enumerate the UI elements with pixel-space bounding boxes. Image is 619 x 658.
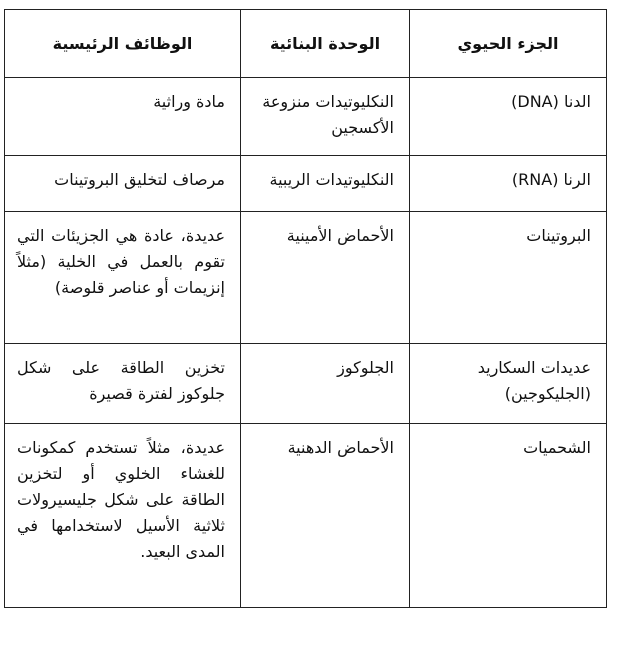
cell-unit: النكليوتيدات منزوعة الأكسجين (241, 78, 410, 156)
table-row (5, 78, 607, 156)
table-row (5, 156, 607, 212)
table-row (5, 344, 607, 424)
cell-unit: الأحماض الدهنية (241, 424, 410, 608)
cell-functions: تخزين الطاقة على شكل جلوكوز لفترة قصيرة (5, 344, 241, 424)
cell-functions: مرصاف لتخليق البروتينات (5, 156, 241, 212)
cell-unit: الجلوكوز (241, 344, 410, 424)
table-header-row (5, 10, 607, 78)
biomolecules-table (4, 9, 607, 608)
cell-part: عديدات السكاريد (الجليكوجين) (410, 344, 607, 424)
header-functions: الوظائف الرئيسية (5, 10, 241, 78)
table-row (5, 212, 607, 344)
cell-functions: عديدة، مثلاً تستخدم كمكونات للغشاء الخلوي أو لتخزين الطاقة على شكل جليسيرولات ثلاثية الأسيل لاستخدامها في المدى البعيد. (5, 424, 241, 608)
cell-functions: عديدة، عادة هي الجزيئات التي تقوم بالعمل في الخلية (مثلاً إنزيمات أو عناصر قلوصة) (5, 212, 241, 344)
cell-part: الشحميات (410, 424, 607, 608)
cell-functions: مادة وراثية (5, 78, 241, 156)
table-row (5, 424, 607, 608)
header-part: الجزء الحيوي (410, 10, 607, 78)
cell-unit: النكليوتيدات الريبية (241, 156, 410, 212)
biomolecules-table-container (4, 9, 606, 608)
cell-part: الرنا (RNA) (410, 156, 607, 212)
cell-part: البروتينات (410, 212, 607, 344)
cell-part: الدنا (DNA) (410, 78, 607, 156)
header-unit: الوحدة البنائية (241, 10, 410, 78)
cell-unit: الأحماض الأمينية (241, 212, 410, 344)
